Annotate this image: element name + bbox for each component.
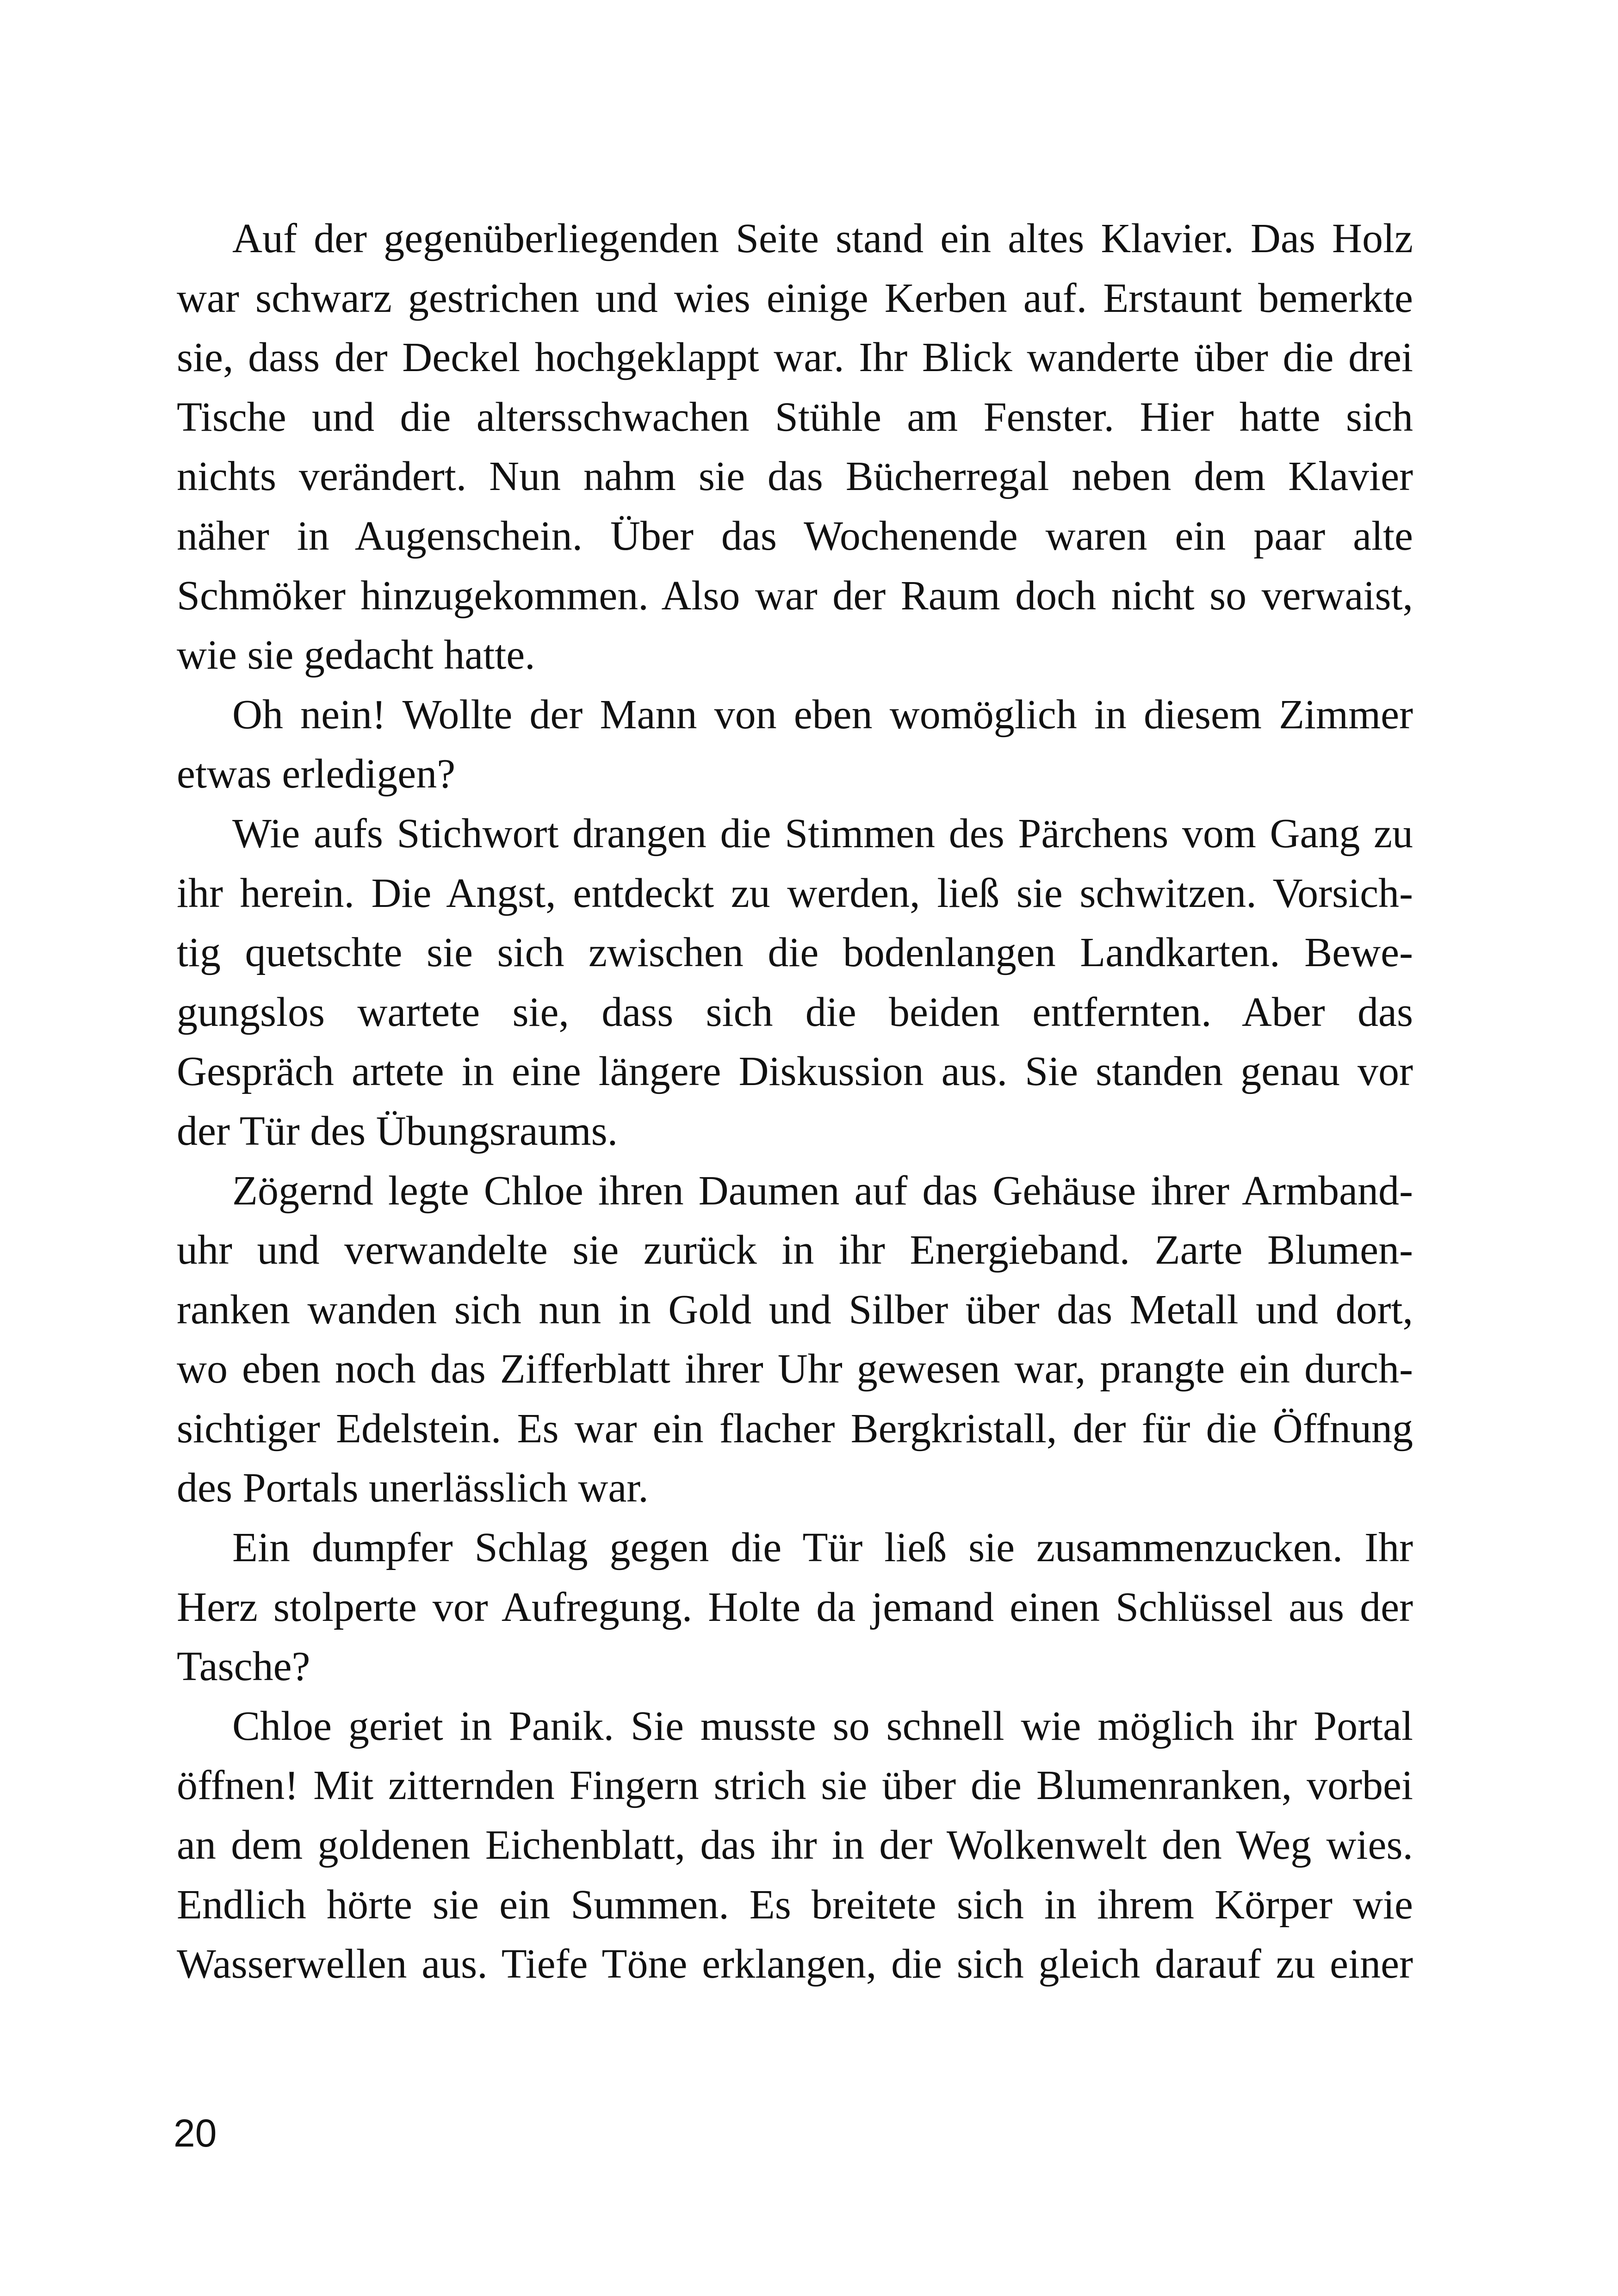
text-line: gungslos wartete sie, dass sich die beiden entfernten. Aber das xyxy=(177,989,1413,1035)
text-line: sichtiger Edelstein. Es war ein flacher Bergkristall, der für die Öffnung xyxy=(177,1405,1413,1452)
text-line: an dem goldenen Eichenblatt, das ihr in der Wolkenwelt den Weg wies. xyxy=(177,1822,1413,1868)
text-line: näher in Augenschein. Über das Wochenende waren ein paar alte xyxy=(177,513,1413,559)
text-line: Ein dumpfer Schlag gegen die Tür ließ sie zusammenzucken. Ihr xyxy=(232,1525,1413,1571)
paragraph xyxy=(177,804,1413,1161)
text-line: Wie aufs Stichwort drangen die Stimmen des Pärchens vom Gang zu xyxy=(232,810,1413,856)
text-line: wo eben noch das Zifferblatt ihrer Uhr gewesen war, prangte ein durch- xyxy=(177,1346,1413,1392)
text-line: der Tür des Übungsraums. xyxy=(177,1108,618,1154)
text-line: Chloe geriet in Panik. Sie musste so schnell wie möglich ihr Portal xyxy=(232,1703,1413,1749)
text-line: war schwarz gestrichen und wies einige Kerben auf. Erstaunt bemerkte xyxy=(177,275,1413,321)
page-number: 20 xyxy=(174,2111,217,2155)
text-line: sie, dass der Deckel hochgeklappt war. Ihr Blick wanderte über die drei xyxy=(177,335,1413,381)
body-text xyxy=(177,209,1413,1994)
text-line: öffnen! Mit zitternden Fingern strich sie über die Blumenranken, vorbei xyxy=(177,1762,1413,1809)
text-line: Wasserwellen aus. Tiefe Töne erklangen, die sich gleich darauf zu einer xyxy=(177,1941,1413,1987)
text-line: ihr herein. Die Angst, entdeckt zu werden, ließ sie schwitzen. Vorsich- xyxy=(177,870,1413,916)
text-line: ranken wanden sich nun in Gold und Silber über das Metall und dort, xyxy=(177,1286,1413,1333)
text-line: etwas erledigen? xyxy=(177,751,456,797)
paragraph xyxy=(177,685,1413,804)
paragraph xyxy=(177,1697,1413,1994)
text-line: Herz stolperte vor Aufregung. Holte da jemand einen Schlüssel aus der xyxy=(177,1584,1413,1630)
text-line: Tasche? xyxy=(177,1644,310,1690)
text-line: uhr und verwandelte sie zurück in ihr Energieband. Zarte Blumen- xyxy=(177,1227,1413,1273)
text-line: Gespräch artete in eine längere Diskussion aus. Sie standen genau vor xyxy=(177,1049,1413,1095)
text-line: tig quetschte sie sich zwischen die bodenlangen Landkarten. Bewe- xyxy=(177,930,1413,976)
text-line: des Portals unerlässlich war. xyxy=(177,1465,649,1511)
paragraph xyxy=(177,1161,1413,1519)
paragraph xyxy=(177,209,1413,685)
text-line: Schmöker hinzugekommen. Also war der Raum doch nicht so verwaist, xyxy=(177,572,1413,619)
text-line: Zögernd legte Chloe ihren Daumen auf das Gehäuse ihrer Armband- xyxy=(232,1167,1413,1214)
text-line: Auf der gegenüberliegenden Seite stand ein altes Klavier. Das Holz xyxy=(232,216,1413,261)
text-line: nichts verändert. Nun nahm sie das Bücherregal neben dem Klavier xyxy=(177,453,1413,500)
text-line: Oh nein! Wollte der Mann von eben womöglich in diesem Zimmer xyxy=(232,691,1413,738)
text-line: wie sie gedacht hatte. xyxy=(177,632,535,678)
paragraph xyxy=(177,1518,1413,1697)
text-line: Tische und die altersschwachen Stühle am Fenster. Hier hatte sich xyxy=(177,394,1413,440)
text-line: Endlich hörte sie ein Summen. Es breitete sich in ihrem Körper wie xyxy=(177,1881,1413,1928)
